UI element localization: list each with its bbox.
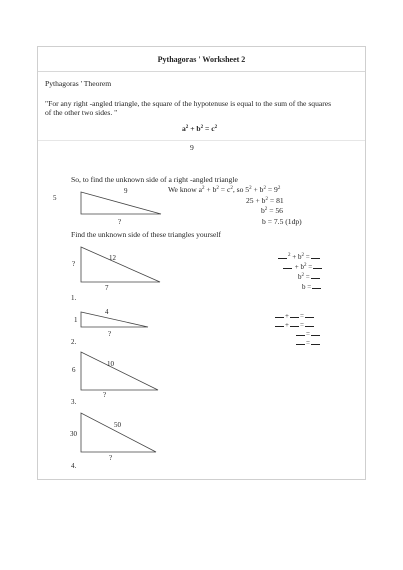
work-2-line-2: + =: [274, 321, 315, 329]
example-base-label: ?: [118, 218, 122, 226]
worksheet-page: [37, 46, 366, 480]
triangle-2: [81, 312, 148, 327]
problem-4-number: 4.: [71, 462, 77, 470]
example-intro: So, to find the unknown side of a right -angled triangle: [71, 175, 238, 184]
problem-4-base-label: ?: [109, 454, 113, 462]
example-step-4: b = 7.5 (1dp): [262, 217, 302, 226]
page-number: 9: [190, 143, 194, 152]
theorem-statement-line1: "For any right -angled triangle, the square of the hypotenuse is equal to the sum of the squares: [45, 99, 332, 108]
work-1-line-2: + $b^2$ =: [282, 263, 323, 271]
work-1-line-4: b =: [302, 283, 322, 291]
example-triangle: [81, 192, 161, 214]
work-1-line-1: $^2 + b^2$ =: [277, 253, 321, 261]
problem-3-base-label: ?: [103, 391, 107, 399]
work-1-line-3: $b^2$ =: [298, 273, 321, 281]
example-hypotenuse-label: 9: [124, 187, 128, 195]
problem-4-vertical-label: 30: [70, 430, 77, 438]
pythagoras-formula: $a^2 + b^2 = c^2$: [182, 124, 218, 133]
problem-2-base-label: ?: [108, 330, 112, 338]
problem-4-hypotenuse-label: 50: [114, 421, 121, 429]
theorem-statement-line2: of the other two sides. ": [45, 108, 118, 117]
problem-2-hypotenuse-label: 4: [105, 308, 109, 316]
problem-2-vertical-label: 1: [74, 316, 78, 324]
problem-3-number: 3.: [71, 398, 77, 406]
triangle-1: [81, 247, 160, 282]
example-step-2: $25 + b^2 = 81$: [246, 196, 284, 205]
work-2-line-3: =: [295, 330, 321, 338]
work-2-line-4: =: [295, 339, 321, 347]
theorem-heading: Pythagoras ' Theorem: [45, 79, 112, 88]
worksheet-title: Pythagoras ' Worksheet 2: [157, 55, 246, 64]
example-step-1: We know $a^2 + b^2 = c^2$, so $5^2 + b^2 = 9^2$: [168, 185, 281, 194]
problem-1-hypotenuse-label: 12: [109, 254, 116, 262]
example-step-3: $b^2 = 56$: [261, 206, 283, 215]
problem-1-base-label: 7: [105, 284, 109, 292]
triangle-3: [81, 352, 158, 390]
problem-2-number: 2.: [71, 338, 77, 346]
problem-1-number: 1.: [71, 294, 77, 302]
triangle-4: [81, 413, 156, 452]
problem-3-hypotenuse-label: 10: [107, 360, 114, 368]
exercise-instruction: Find the unknown side of these triangles yourself: [71, 230, 221, 239]
example-vertical-label: 5: [53, 194, 57, 202]
problem-3-vertical-label: 6: [72, 366, 76, 374]
problem-1-vertical-label: ?: [72, 260, 76, 268]
work-2-line-1: + =: [274, 312, 315, 320]
